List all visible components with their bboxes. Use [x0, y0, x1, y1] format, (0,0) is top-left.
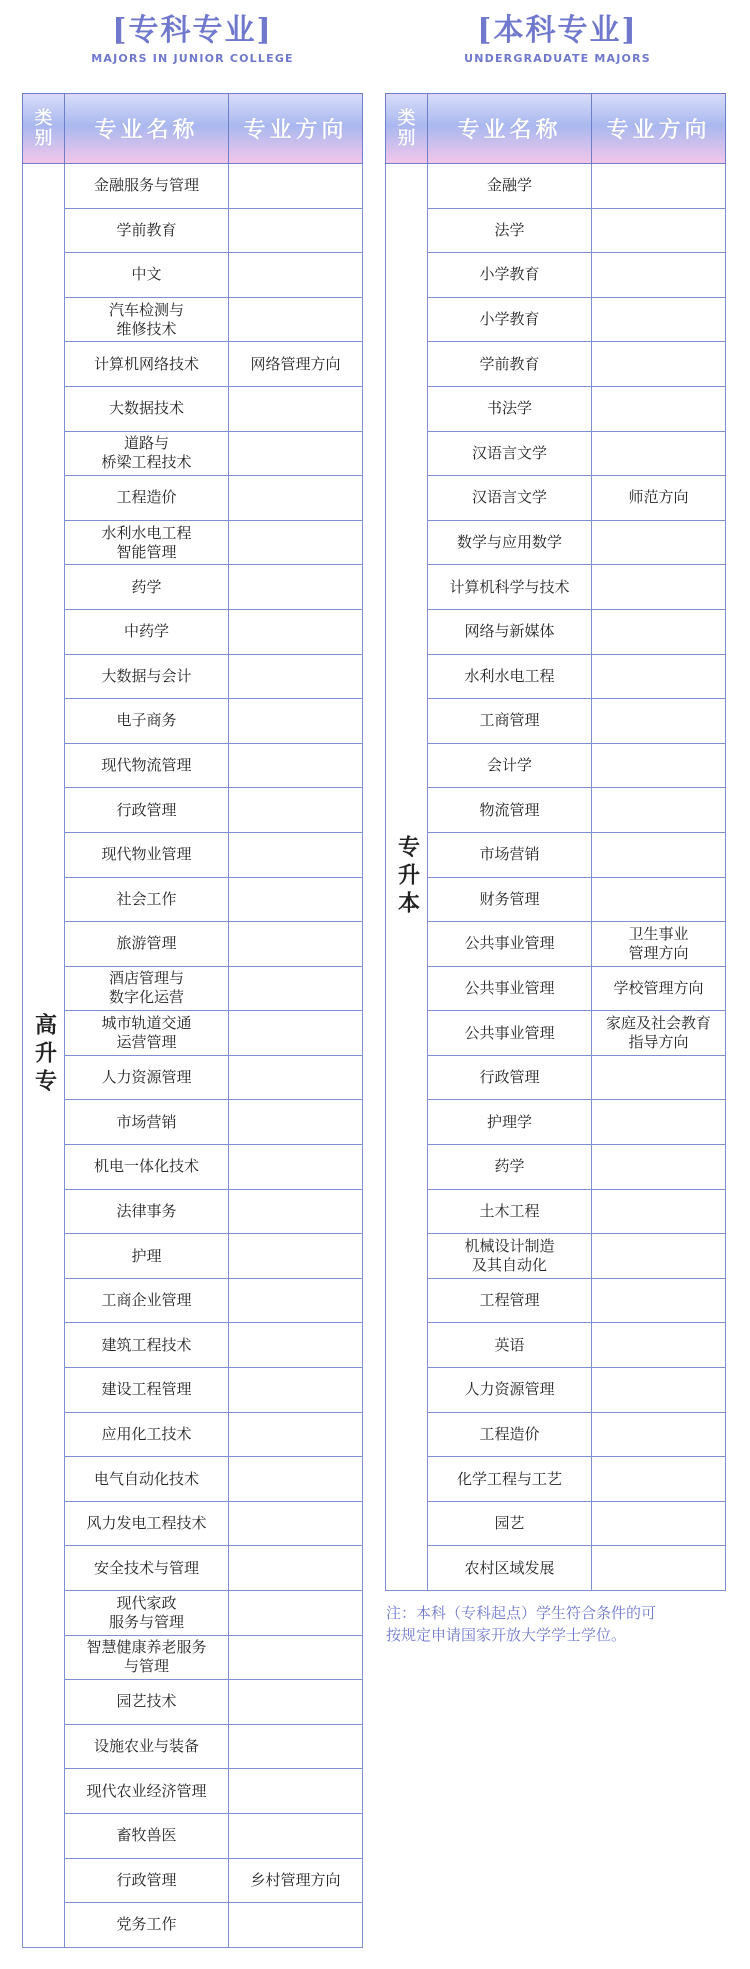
major-direction-cell — [229, 1011, 363, 1056]
table-row — [386, 1234, 726, 1279]
major-name-cell: 城市轨道交通 运营管理 — [65, 1011, 229, 1056]
table-row — [23, 1635, 363, 1680]
major-name-cell: 人力资源管理 — [65, 1055, 229, 1100]
junior-college-title-cn: [专科专业] — [112, 13, 273, 48]
table-row — [386, 1278, 726, 1323]
category-cell: 专升本 — [386, 164, 428, 1591]
major-direction-cell — [592, 1278, 726, 1323]
table-row — [23, 342, 363, 387]
major-name-cell: 汉语言文学 — [428, 476, 592, 521]
table-row — [23, 1813, 363, 1858]
major-direction-cell — [229, 966, 363, 1011]
major-direction-cell — [592, 565, 726, 610]
major-direction-cell — [229, 832, 363, 877]
header-major-name: 专业名称 — [428, 94, 592, 164]
category-cell: 高升专 — [23, 164, 65, 1948]
table-row — [23, 476, 363, 521]
major-direction-cell — [229, 386, 363, 431]
major-name-cell: 公共事业管理 — [428, 1011, 592, 1056]
table-row — [386, 609, 726, 654]
table-row — [23, 1100, 363, 1145]
table-row — [386, 1055, 726, 1100]
major-direction-cell — [592, 743, 726, 788]
header-major-name: 专业名称 — [65, 94, 229, 164]
major-name-cell: 应用化工技术 — [65, 1412, 229, 1457]
major-name-cell: 酒店管理与 数字化运营 — [65, 966, 229, 1011]
major-name-cell: 行政管理 — [65, 1858, 229, 1903]
table-row — [386, 654, 726, 699]
table-row — [386, 966, 726, 1011]
header-category — [386, 94, 428, 164]
major-name-cell: 机械设计制造 及其自动化 — [428, 1234, 592, 1279]
major-direction-cell — [229, 253, 363, 298]
major-direction-cell — [592, 1501, 726, 1546]
major-name-cell: 学前教育 — [428, 342, 592, 387]
major-direction-cell — [592, 253, 726, 298]
table-row — [23, 297, 363, 342]
table-row — [23, 565, 363, 610]
major-direction-cell — [229, 1323, 363, 1368]
major-name-cell: 畜牧兽医 — [65, 1813, 229, 1858]
major-name-cell: 工程管理 — [428, 1278, 592, 1323]
major-name-cell: 智慧健康养老服务 与管理 — [65, 1635, 229, 1680]
major-name-cell: 公共事业管理 — [428, 922, 592, 967]
major-direction-cell — [229, 520, 363, 565]
major-direction-cell — [592, 1546, 726, 1591]
table-row — [386, 1189, 726, 1234]
major-direction-cell — [229, 699, 363, 744]
major-name-cell: 工程造价 — [428, 1412, 592, 1457]
major-name-cell: 现代物业管理 — [65, 832, 229, 877]
table-row — [386, 1368, 726, 1413]
major-name-cell: 公共事业管理 — [428, 966, 592, 1011]
major-name-cell: 计算机网络技术 — [65, 342, 229, 387]
major-direction-cell — [229, 1189, 363, 1234]
major-name-cell: 旅游管理 — [65, 922, 229, 967]
table-row — [23, 253, 363, 298]
major-direction-cell — [229, 743, 363, 788]
major-direction-cell — [592, 342, 726, 387]
major-direction-cell — [229, 1680, 363, 1725]
major-name-cell: 电气自动化技术 — [65, 1457, 229, 1502]
major-name-cell: 行政管理 — [428, 1055, 592, 1100]
major-name-cell: 会计学 — [428, 743, 592, 788]
major-direction-cell — [592, 877, 726, 922]
table-row — [386, 922, 726, 967]
major-direction-cell — [592, 1234, 726, 1279]
major-direction-cell — [229, 431, 363, 476]
major-direction-cell — [592, 297, 726, 342]
major-name-cell: 中药学 — [65, 609, 229, 654]
major-direction-cell — [592, 520, 726, 565]
table-row — [23, 609, 363, 654]
table-row — [23, 431, 363, 476]
major-name-cell: 机电一体化技术 — [65, 1145, 229, 1190]
major-direction-cell: 学校管理方向 — [592, 966, 726, 1011]
table-row — [23, 1278, 363, 1323]
major-direction-cell — [229, 565, 363, 610]
major-name-cell: 工商企业管理 — [65, 1278, 229, 1323]
table-row — [386, 431, 726, 476]
table-row — [386, 1100, 726, 1145]
major-name-cell: 风力发电工程技术 — [65, 1501, 229, 1546]
major-direction-cell — [229, 788, 363, 833]
major-name-cell: 市场营销 — [428, 832, 592, 877]
major-name-cell: 化学工程与工艺 — [428, 1457, 592, 1502]
major-direction-cell — [229, 877, 363, 922]
table-row — [386, 1011, 726, 1056]
major-name-cell: 现代家政 服务与管理 — [65, 1591, 229, 1636]
major-direction-cell — [229, 654, 363, 699]
table-row — [23, 1011, 363, 1056]
major-name-cell: 行政管理 — [65, 788, 229, 833]
major-direction-cell — [229, 1591, 363, 1636]
major-name-cell: 物流管理 — [428, 788, 592, 833]
table-row — [386, 1501, 726, 1546]
major-direction-cell — [229, 1368, 363, 1413]
undergraduate-majors-table — [385, 93, 726, 1591]
table-row — [23, 1591, 363, 1636]
major-direction-cell — [229, 164, 363, 209]
table-row — [386, 476, 726, 521]
header-category — [23, 94, 65, 164]
table-row — [386, 1145, 726, 1190]
major-name-cell: 计算机科学与技术 — [428, 565, 592, 610]
table-row — [386, 565, 726, 610]
major-direction-cell — [229, 1724, 363, 1769]
table-row — [23, 1457, 363, 1502]
major-direction-cell — [592, 1368, 726, 1413]
major-direction-cell — [592, 609, 726, 654]
major-name-cell: 法学 — [428, 208, 592, 253]
major-direction-cell — [229, 208, 363, 253]
table-row — [386, 386, 726, 431]
major-name-cell: 护理学 — [428, 1100, 592, 1145]
table-row — [23, 520, 363, 565]
table-row — [23, 832, 363, 877]
table-row — [386, 699, 726, 744]
major-name-cell: 设施农业与装备 — [65, 1724, 229, 1769]
table-row — [23, 1323, 363, 1368]
major-direction-cell — [229, 922, 363, 967]
table-row — [386, 164, 726, 209]
table-row — [23, 386, 363, 431]
table-row — [386, 743, 726, 788]
major-direction-cell: 网络管理方向 — [229, 342, 363, 387]
major-name-cell: 学前教育 — [65, 208, 229, 253]
table-row — [386, 1546, 726, 1591]
table-row — [23, 922, 363, 967]
table-row — [386, 1457, 726, 1502]
major-name-cell: 市场营销 — [65, 1100, 229, 1145]
major-direction-cell — [229, 1457, 363, 1502]
major-direction-cell — [592, 832, 726, 877]
table-row — [386, 877, 726, 922]
major-name-cell: 汽车检测与 维修技术 — [65, 297, 229, 342]
table-row — [386, 1323, 726, 1368]
major-direction-cell — [592, 386, 726, 431]
major-name-cell: 水利水电工程 智能管理 — [65, 520, 229, 565]
major-name-cell: 工程造价 — [65, 476, 229, 521]
table-row — [386, 297, 726, 342]
table-row — [386, 1412, 726, 1457]
junior-college-title-en: MAJORS IN JUNIOR COLLEGE — [91, 52, 294, 65]
undergraduate-title-en: UNDERGRADUATE MAJORS — [464, 52, 651, 65]
major-direction-cell — [592, 1412, 726, 1457]
table-row — [23, 699, 363, 744]
major-name-cell: 社会工作 — [65, 877, 229, 922]
major-direction-cell — [229, 1635, 363, 1680]
major-direction-cell — [592, 1055, 726, 1100]
table-header-row — [386, 94, 726, 164]
table-row — [23, 1234, 363, 1279]
major-direction-cell — [229, 1903, 363, 1948]
major-name-cell: 安全技术与管理 — [65, 1546, 229, 1591]
table-row — [23, 164, 363, 209]
major-direction-cell — [592, 1457, 726, 1502]
major-direction-cell — [592, 699, 726, 744]
table-row — [23, 1769, 363, 1814]
table-row — [23, 788, 363, 833]
major-name-cell: 小学教育 — [428, 297, 592, 342]
major-name-cell: 药学 — [65, 565, 229, 610]
major-name-cell: 农村区域发展 — [428, 1546, 592, 1591]
header-category-label: 类别 — [34, 107, 53, 149]
major-direction-cell — [229, 1769, 363, 1814]
table-row — [23, 1412, 363, 1457]
table-row — [386, 342, 726, 387]
undergraduate-title — [385, 14, 730, 65]
table-row — [386, 832, 726, 877]
major-direction-cell — [592, 1100, 726, 1145]
major-name-cell: 电子商务 — [65, 699, 229, 744]
header-major-direction: 专业方向 — [229, 94, 363, 164]
junior-college-majors-table — [22, 93, 363, 1948]
major-name-cell: 汉语言文学 — [428, 431, 592, 476]
table-row — [23, 1055, 363, 1100]
major-direction-cell — [592, 1145, 726, 1190]
table-row — [23, 1903, 363, 1948]
major-direction-cell — [229, 1055, 363, 1100]
major-name-cell: 金融服务与管理 — [65, 164, 229, 209]
table-row — [23, 1501, 363, 1546]
major-name-cell: 数学与应用数学 — [428, 520, 592, 565]
major-direction-cell — [592, 208, 726, 253]
major-direction-cell — [592, 788, 726, 833]
major-name-cell: 药学 — [428, 1145, 592, 1190]
major-name-cell: 英语 — [428, 1323, 592, 1368]
major-name-cell: 现代农业经济管理 — [65, 1769, 229, 1814]
table-row — [23, 877, 363, 922]
major-name-cell: 财务管理 — [428, 877, 592, 922]
major-direction-cell: 师范方向 — [592, 476, 726, 521]
table-row — [23, 1724, 363, 1769]
table-row — [23, 654, 363, 699]
major-name-cell: 法律事务 — [65, 1189, 229, 1234]
major-direction-cell — [229, 1412, 363, 1457]
major-direction-cell — [229, 1501, 363, 1546]
table-row — [386, 788, 726, 833]
major-name-cell: 大数据与会计 — [65, 654, 229, 699]
table-row — [23, 1546, 363, 1591]
major-name-cell: 中文 — [65, 253, 229, 298]
major-direction-cell — [592, 1189, 726, 1234]
degree-note: 注：本科（专科起点）学生符合条件的可 按规定申请国家开放大学学士学位。 — [386, 1604, 657, 1644]
header-category-label: 类别 — [397, 107, 416, 149]
major-name-cell: 网络与新媒体 — [428, 609, 592, 654]
major-direction-cell: 家庭及社会教育 指导方向 — [592, 1011, 726, 1056]
major-name-cell: 土木工程 — [428, 1189, 592, 1234]
major-name-cell: 人力资源管理 — [428, 1368, 592, 1413]
major-name-cell: 党务工作 — [65, 1903, 229, 1948]
table-row — [23, 1858, 363, 1903]
table-row — [23, 208, 363, 253]
major-name-cell: 园艺技术 — [65, 1680, 229, 1725]
header-major-direction: 专业方向 — [592, 94, 726, 164]
table-row — [386, 208, 726, 253]
major-name-cell: 大数据技术 — [65, 386, 229, 431]
table-row — [386, 520, 726, 565]
undergraduate-title-cn: [本科专业] — [477, 13, 638, 48]
table-row — [23, 743, 363, 788]
major-name-cell: 道路与 桥梁工程技术 — [65, 431, 229, 476]
major-name-cell: 水利水电工程 — [428, 654, 592, 699]
major-direction-cell — [592, 431, 726, 476]
major-direction-cell — [229, 1234, 363, 1279]
major-name-cell: 书法学 — [428, 386, 592, 431]
table-row — [23, 1145, 363, 1190]
major-direction-cell: 卫生事业 管理方向 — [592, 922, 726, 967]
table-row — [23, 1189, 363, 1234]
major-direction-cell — [592, 654, 726, 699]
major-direction-cell — [229, 297, 363, 342]
table-row — [386, 253, 726, 298]
table-header-row — [23, 94, 363, 164]
major-direction-cell — [229, 1278, 363, 1323]
major-name-cell: 小学教育 — [428, 253, 592, 298]
major-direction-cell — [229, 1813, 363, 1858]
major-direction-cell: 乡村管理方向 — [229, 1858, 363, 1903]
table-row — [23, 1368, 363, 1413]
major-direction-cell — [229, 609, 363, 654]
table-row — [23, 966, 363, 1011]
major-direction-cell — [229, 476, 363, 521]
major-name-cell: 护理 — [65, 1234, 229, 1279]
major-direction-cell — [229, 1145, 363, 1190]
major-name-cell: 建设工程管理 — [65, 1368, 229, 1413]
junior-college-title — [20, 14, 365, 65]
major-name-cell: 工商管理 — [428, 699, 592, 744]
major-name-cell: 金融学 — [428, 164, 592, 209]
table-row — [23, 1680, 363, 1725]
major-direction-cell — [229, 1546, 363, 1591]
major-name-cell: 园艺 — [428, 1501, 592, 1546]
major-direction-cell — [592, 1323, 726, 1368]
major-direction-cell — [592, 164, 726, 209]
major-name-cell: 建筑工程技术 — [65, 1323, 229, 1368]
major-direction-cell — [229, 1100, 363, 1145]
major-name-cell: 现代物流管理 — [65, 743, 229, 788]
